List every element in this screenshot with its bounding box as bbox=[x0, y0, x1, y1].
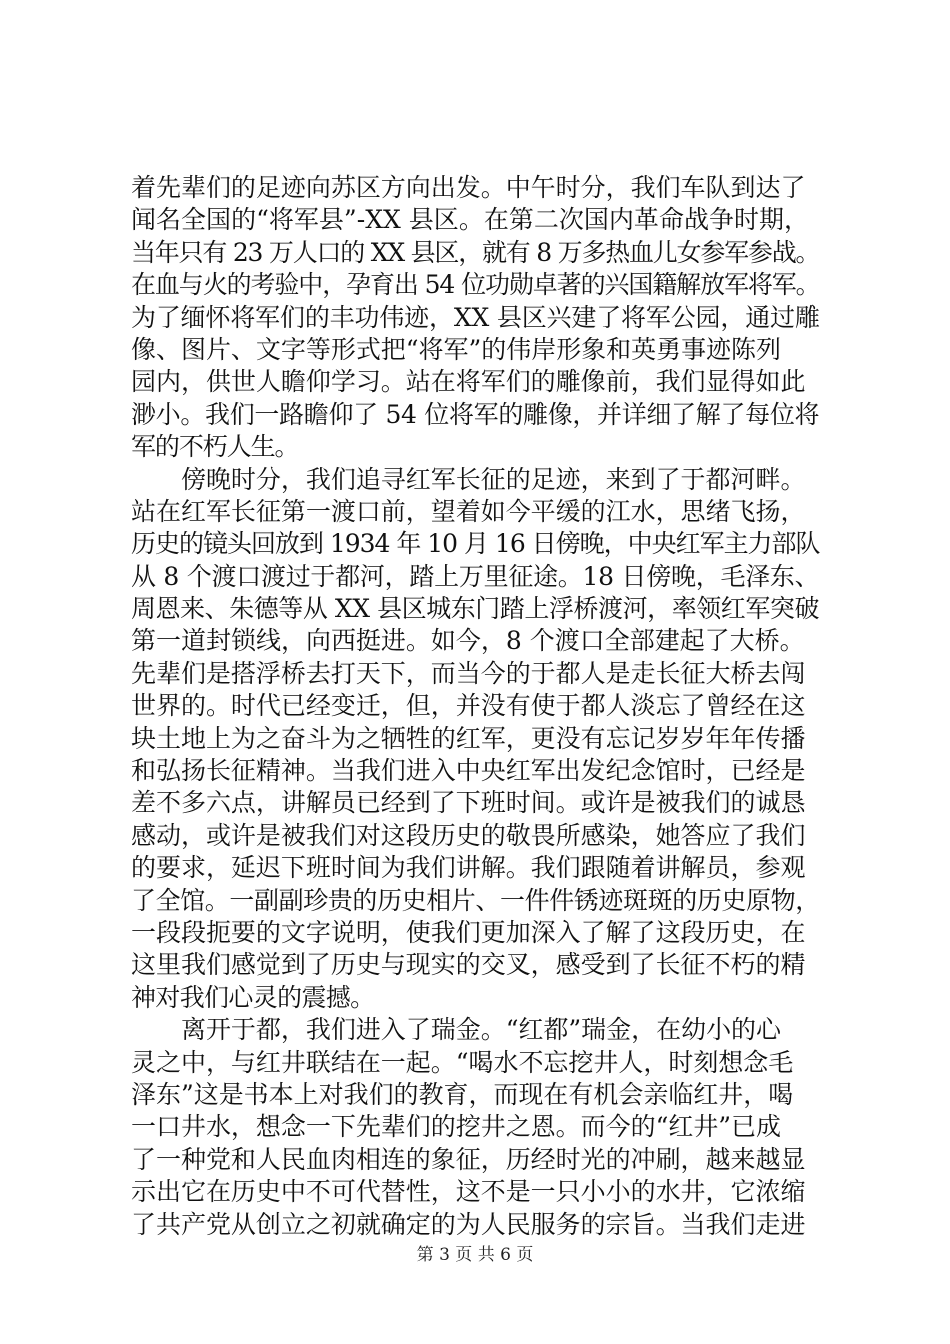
body-text bbox=[131, 172, 831, 1241]
text-line: 一段段扼要的文字说明，使我们更加深入了解了这段历史，在 bbox=[131, 917, 806, 947]
text-line: 当年只有 23 万人口的 XX 县区，就有 8 万多热血儿女参军参战。 bbox=[131, 237, 820, 267]
page-footer: 第 3 页 共 6 页 bbox=[416, 1245, 534, 1265]
text-line: 傍晚时分，我们追寻红军长征的足迹，来到了于都河畔。 bbox=[131, 464, 806, 494]
text-line: 先辈们是搭浮桥去打天下，而当今的于都人是走长征大桥去闯 bbox=[131, 658, 806, 688]
text-line: 了全馆。一副副珍贵的历史相片、一件件锈迹斑斑的历史原物， bbox=[131, 885, 820, 915]
text-line: 块土地上为之奋斗为之牺牲的红军，更没有忘记岁岁年年传播 bbox=[131, 723, 806, 753]
text-line: 站在红军长征第一渡口前，望着如今平缓的江水，思绪飞扬， bbox=[131, 496, 806, 526]
text-line: 了共产党从创立之初就确定的为人民服务的宗旨。当我们走进 bbox=[131, 1209, 806, 1239]
text-line: 一口井水，想念一下先辈们的挖井之恩。而今的“红井”已成 bbox=[131, 1112, 782, 1142]
text-line: 离开于都，我们进入了瑞金。“红都”瑞金，在幼小的心 bbox=[131, 1015, 782, 1045]
text-line: 灵之中，与红井联结在一起。“喝水不忘挖井人，时刻想念毛 bbox=[131, 1047, 794, 1077]
text-line: 示出它在历史中不可代替性，这不是一只小小的水井，它浓缩 bbox=[131, 1177, 806, 1207]
text-line: 周恩来、朱德等从 XX 县区城东门踏上浮桥渡河，率领红军突破 bbox=[131, 594, 819, 624]
text-line: 历史的镜头回放到 1934 年 10 月 16 日傍晚，中央红军主力部队 bbox=[131, 529, 820, 559]
text-line: 的要求，延迟下班时间为我们讲解。我们跟随着讲解员，参观 bbox=[131, 853, 806, 883]
text-line: 园内，供世人瞻仰学习。站在将军们的雕像前，我们显得如此 bbox=[131, 367, 806, 397]
text-line: 感动，或许是被我们对这段历史的敬畏所感染，她答应了我们 bbox=[131, 820, 806, 850]
text-line: 世界的。时代已经变迁，但，并没有使于都人淡忘了曾经在这 bbox=[131, 691, 806, 721]
text-line: 第一道封锁线，向西挺进。如今，8 个渡口全部建起了大桥。 bbox=[131, 626, 805, 656]
text-line: 闻名全国的“将军县”-XX 县区。在第二次国内革命战争时期， bbox=[131, 205, 810, 235]
text-line: 神对我们心灵的震撼。 bbox=[131, 982, 375, 1012]
text-line: 泽东”这是书本上对我们的教育，而现在有机会亲临红井，喝 bbox=[131, 1079, 794, 1109]
text-line: 差不多六点，讲解员已经到了下班时间。或许是被我们的诚恳 bbox=[131, 788, 806, 818]
text-line: 从 8 个渡口渡过于都河，踏上万里征途。18 日傍晚，毛泽东、 bbox=[131, 561, 820, 591]
text-line: 着先辈们的足迹向苏区方向出发。中午时分，我们车队到达了 bbox=[131, 173, 806, 202]
text-line: 在血与火的考验中，孕育出 54 位功勋卓著的兴国籍解放军将军。 bbox=[131, 270, 820, 300]
text-line: 这里我们感觉到了历史与现实的交叉，感受到了长征不朽的精 bbox=[131, 950, 806, 980]
text-line: 和弘扬长征精神。当我们进入中央红军出发纪念馆时，已经是 bbox=[131, 756, 806, 786]
text-line: 渺小。我们一路瞻仰了 54 位将军的雕像，并详细了解了每位将 bbox=[131, 399, 820, 429]
text-line: 了一种党和人民血肉相连的象征，历经时光的冲刷，越来越显 bbox=[131, 1144, 806, 1174]
text-line: 像、图片、文字等形式把“将军”的伟岸形象和英勇事迹陈列 bbox=[131, 334, 782, 364]
text-line: 为了缅怀将军们的丰功伟迹，XX 县区兴建了将军公园，通过雕 bbox=[131, 302, 820, 332]
text-line: 军的不朽人生。 bbox=[131, 432, 299, 462]
